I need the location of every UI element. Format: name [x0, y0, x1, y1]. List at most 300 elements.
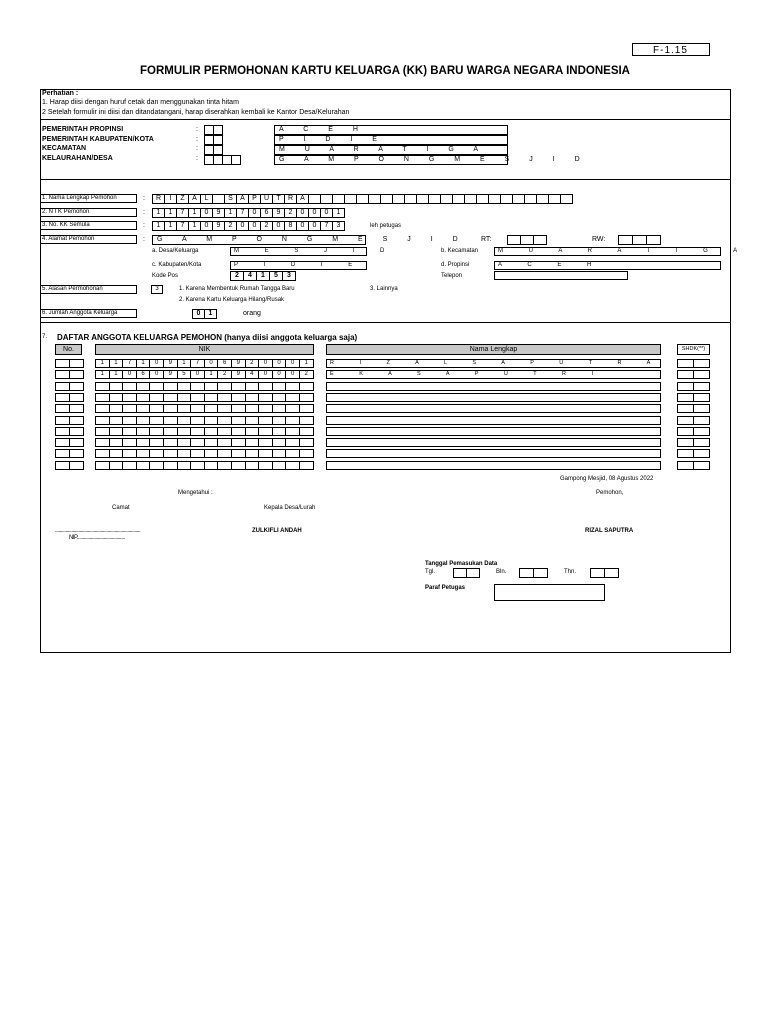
- char-cell[interactable]: 7: [176, 208, 189, 218]
- nik-digit[interactable]: [109, 393, 124, 402]
- member-shdk-cells[interactable]: [677, 370, 709, 379]
- char-cell[interactable]: 9: [212, 208, 225, 218]
- nik-digit[interactable]: [163, 427, 178, 436]
- nik-digit[interactable]: 0: [122, 370, 137, 379]
- nik-digit[interactable]: [136, 404, 151, 413]
- nik-digit[interactable]: [190, 382, 205, 391]
- char-cell[interactable]: 0: [296, 221, 309, 231]
- nik-digit[interactable]: [245, 449, 260, 458]
- nik-digit[interactable]: [109, 416, 124, 425]
- nik-digit[interactable]: [258, 461, 273, 470]
- char-cell[interactable]: 4: [243, 271, 257, 281]
- nik-digit[interactable]: [149, 404, 164, 413]
- nik-digit[interactable]: 0: [285, 359, 300, 368]
- member-name[interactable]: [326, 404, 661, 413]
- row-number-cells[interactable]: [55, 359, 83, 368]
- propinsi-value[interactable]: A C E H: [494, 261, 721, 270]
- row-number-cells[interactable]: [55, 370, 83, 379]
- char-cell[interactable]: 7: [176, 221, 189, 231]
- nik-digit[interactable]: 9: [163, 370, 178, 379]
- char-cell[interactable]: R: [284, 194, 297, 204]
- row-number-cells[interactable]: [55, 404, 83, 413]
- nik-digit[interactable]: [272, 416, 287, 425]
- reason-value[interactable]: 3: [151, 285, 163, 294]
- char-cell[interactable]: 1: [164, 221, 177, 231]
- nik-digit[interactable]: [95, 382, 110, 391]
- char-cell[interactable]: 0: [296, 208, 309, 218]
- nik-digit[interactable]: [122, 438, 137, 447]
- char-cell[interactable]: 2: [224, 221, 237, 231]
- char-cell[interactable]: I: [164, 194, 177, 204]
- nik-digit[interactable]: [245, 438, 260, 447]
- district-value[interactable]: M U A R A T I G A: [274, 145, 508, 155]
- nik-digit[interactable]: 0: [272, 370, 287, 379]
- char-cell[interactable]: 7: [320, 221, 333, 231]
- rt-cells[interactable]: [507, 235, 546, 245]
- desa-value[interactable]: M E S J I D: [230, 247, 367, 256]
- rt-label: RT:: [481, 236, 492, 243]
- char-cell[interactable]: 0: [192, 309, 205, 319]
- member-shdk-cells[interactable]: [677, 359, 709, 368]
- nik-digit[interactable]: [163, 404, 178, 413]
- nik-digit[interactable]: [149, 382, 164, 391]
- phone-label: Telepon: [441, 273, 463, 279]
- nik-digit[interactable]: [190, 449, 205, 458]
- colon: :: [143, 195, 145, 202]
- nik-digit[interactable]: 2: [299, 370, 314, 379]
- member-shdk-cells[interactable]: [677, 393, 709, 402]
- name-label: 1. Nama Lengkap Pemohon: [40, 194, 137, 203]
- address-label: 4. Alamat Pemohon: [40, 235, 137, 244]
- char-cell[interactable]: 3: [332, 221, 345, 231]
- regency-value[interactable]: P I D I E: [274, 135, 508, 145]
- nik-digit[interactable]: [177, 438, 192, 447]
- tgl-cells[interactable]: [453, 568, 479, 578]
- member-nik-cells[interactable]: [95, 404, 313, 413]
- tgl-label: Tgl.: [425, 569, 436, 575]
- nik-digit[interactable]: 2: [217, 370, 232, 379]
- member-name[interactable]: R I Z A L S A P U T R A: [326, 359, 661, 368]
- nik-digit[interactable]: [95, 438, 110, 447]
- nik-digit[interactable]: [258, 427, 273, 436]
- nik-digit[interactable]: [204, 461, 219, 470]
- nik-digit[interactable]: [272, 438, 287, 447]
- nik-digit[interactable]: [177, 382, 192, 391]
- nik-digit[interactable]: 1: [204, 370, 219, 379]
- nik-digit[interactable]: [95, 427, 110, 436]
- place-date: Gampong Mesjid, 08 Agustus 2022: [560, 476, 654, 482]
- nik-digit[interactable]: [258, 393, 273, 402]
- nik-digit[interactable]: 1: [95, 370, 110, 379]
- nik-digit[interactable]: [163, 461, 178, 470]
- nik-digit[interactable]: [122, 404, 137, 413]
- member-nik-cells[interactable]: [95, 359, 313, 368]
- nik-digit[interactable]: [231, 438, 246, 447]
- old-kk-cells[interactable]: [152, 221, 344, 231]
- entry-date-label: Tanggal Pemasukan Data: [425, 561, 498, 567]
- nik-digit[interactable]: [122, 393, 137, 402]
- nik-digit[interactable]: [245, 427, 260, 436]
- member-nik-cells[interactable]: [95, 393, 313, 402]
- nik-digit[interactable]: [163, 393, 178, 402]
- member-name[interactable]: [326, 427, 661, 436]
- address-value[interactable]: G A M P O N G M E S J I D: [152, 235, 366, 245]
- row-number-cells[interactable]: [55, 382, 83, 391]
- nik-digit[interactable]: [299, 382, 314, 391]
- nik-digit[interactable]: [217, 393, 232, 402]
- char-cell[interactable]: L: [200, 194, 213, 204]
- nik-digit[interactable]: [95, 393, 110, 402]
- nik-digit[interactable]: [285, 404, 300, 413]
- members-count-cells[interactable]: [192, 309, 216, 319]
- char-cell[interactable]: 1: [164, 208, 177, 218]
- char-cell[interactable]: 1: [256, 271, 270, 281]
- postal-cells[interactable]: [230, 271, 295, 281]
- village-code-cells[interactable]: [204, 155, 240, 165]
- members-heading: DAFTAR ANGGOTA KELUARGA PEMOHON (hanya diisi anggota keluarga saja): [57, 333, 358, 342]
- nik-digit[interactable]: [190, 393, 205, 402]
- col-nik-header: NIK: [95, 344, 314, 355]
- nik-digit[interactable]: [285, 438, 300, 447]
- member-nik-cells[interactable]: [95, 382, 313, 391]
- nik-cells[interactable]: [152, 208, 344, 218]
- kabupaten-value[interactable]: P I D I E: [230, 261, 367, 270]
- member-name[interactable]: [326, 416, 661, 425]
- char-cell[interactable]: 1: [188, 208, 201, 218]
- officer-label: Paraf Petugas: [425, 585, 466, 591]
- divider: [40, 179, 731, 180]
- nik-digit[interactable]: [122, 382, 137, 391]
- nik-digit[interactable]: [177, 393, 192, 402]
- nik-digit[interactable]: [109, 404, 124, 413]
- nik-digit[interactable]: [109, 382, 124, 391]
- nik-digit[interactable]: [217, 449, 232, 458]
- nik-digit[interactable]: [163, 449, 178, 458]
- nik-digit[interactable]: [299, 438, 314, 447]
- nik-digit[interactable]: 2: [245, 359, 260, 368]
- nik-digit[interactable]: [245, 416, 260, 425]
- nik-digit[interactable]: [177, 404, 192, 413]
- officer-initial-box[interactable]: [494, 584, 605, 601]
- char-cell[interactable]: 0: [236, 221, 249, 231]
- member-shdk-cells[interactable]: [677, 382, 709, 391]
- nik-digit[interactable]: [136, 382, 151, 391]
- rw-cells[interactable]: [618, 235, 660, 245]
- nik-digit[interactable]: [231, 427, 246, 436]
- regency-code-cells[interactable]: [204, 135, 222, 145]
- nik-digit[interactable]: [109, 449, 124, 458]
- nik-digit[interactable]: [231, 382, 246, 391]
- nik-digit[interactable]: 6: [136, 370, 151, 379]
- member-nik-cells[interactable]: [95, 416, 313, 425]
- char-cell[interactable]: T: [272, 194, 285, 204]
- nik-digit[interactable]: [95, 461, 110, 470]
- member-shdk-cells[interactable]: [677, 438, 709, 447]
- char-cell[interactable]: 8: [284, 221, 297, 231]
- nik-digit[interactable]: [149, 438, 164, 447]
- nik-digit[interactable]: [109, 461, 124, 470]
- nik-digit[interactable]: [163, 438, 178, 447]
- nik-digit[interactable]: [217, 416, 232, 425]
- nik-digit[interactable]: [204, 449, 219, 458]
- nik-digit[interactable]: [285, 382, 300, 391]
- nik-digit[interactable]: [149, 449, 164, 458]
- char-cell[interactable]: 7: [236, 208, 249, 218]
- member-name[interactable]: [326, 393, 661, 402]
- divider: [40, 119, 731, 120]
- nik-digit[interactable]: [95, 416, 110, 425]
- colon: :: [196, 126, 198, 133]
- member-name[interactable]: [326, 449, 661, 458]
- nik-digit[interactable]: [204, 404, 219, 413]
- nik-digit[interactable]: [190, 461, 205, 470]
- member-nik-cells[interactable]: [95, 427, 313, 436]
- member-nik-cells[interactable]: [95, 438, 313, 447]
- char-cell[interactable]: 1: [152, 208, 165, 218]
- nik-digit[interactable]: [231, 393, 246, 402]
- phone-field[interactable]: [494, 271, 628, 280]
- nik-digit[interactable]: [204, 382, 219, 391]
- char-cell[interactable]: 0: [200, 221, 213, 231]
- nik-digit[interactable]: [258, 449, 273, 458]
- char-cell[interactable]: S: [224, 194, 237, 204]
- nik-digit[interactable]: 5: [177, 370, 192, 379]
- nik-digit[interactable]: 1: [109, 359, 124, 368]
- nik-digit[interactable]: [204, 416, 219, 425]
- nik-digit[interactable]: [231, 461, 246, 470]
- row-number-cells[interactable]: [55, 449, 83, 458]
- row-number-cells[interactable]: [55, 438, 83, 447]
- village-label: KELAURAHAN/DESA: [42, 155, 113, 162]
- nik-digit[interactable]: [190, 416, 205, 425]
- nik-digit[interactable]: [299, 461, 314, 470]
- nik-digit[interactable]: 0: [258, 359, 273, 368]
- nik-digit[interactable]: [163, 382, 178, 391]
- member-name[interactable]: [326, 461, 661, 470]
- row-number-cells[interactable]: [55, 427, 83, 436]
- nip-line: NIP.........................................: [69, 535, 125, 541]
- char-cell[interactable]: A: [188, 194, 201, 204]
- nik-digit[interactable]: 0: [258, 370, 273, 379]
- char-cell[interactable]: A: [296, 194, 309, 204]
- member-name[interactable]: [326, 438, 661, 447]
- char-cell[interactable]: 9: [272, 208, 285, 218]
- nik-digit[interactable]: [285, 393, 300, 402]
- nik-digit[interactable]: 0: [149, 359, 164, 368]
- nik-digit[interactable]: [272, 427, 287, 436]
- nik-digit[interactable]: [272, 382, 287, 391]
- nik-digit[interactable]: 1: [136, 359, 151, 368]
- village-value[interactable]: G A M P O N G M E S J I D: [274, 155, 508, 165]
- char-cell[interactable]: 3: [282, 271, 296, 281]
- char-cell[interactable]: R: [152, 194, 165, 204]
- nik-digit[interactable]: [122, 427, 137, 436]
- member-name[interactable]: E K A S A P U T R I: [326, 370, 661, 379]
- nik-digit[interactable]: 6: [217, 359, 232, 368]
- nik-digit[interactable]: [231, 416, 246, 425]
- nik-digit[interactable]: [299, 449, 314, 458]
- district-code-cells[interactable]: [204, 145, 222, 155]
- char-cell[interactable]: 1: [188, 221, 201, 231]
- nik-digit[interactable]: [95, 449, 110, 458]
- nik-digit[interactable]: [190, 438, 205, 447]
- nik-digit[interactable]: [177, 461, 192, 470]
- nik-digit[interactable]: [136, 416, 151, 425]
- nik-digit[interactable]: [149, 393, 164, 402]
- char-cell[interactable]: 6: [260, 208, 273, 218]
- nik-digit[interactable]: [109, 427, 124, 436]
- nik-digit[interactable]: [272, 393, 287, 402]
- char-cell[interactable]: 1: [224, 208, 237, 218]
- nik-digit[interactable]: 0: [204, 359, 219, 368]
- nik-digit[interactable]: 0: [190, 370, 205, 379]
- nik-digit[interactable]: [245, 461, 260, 470]
- nik-digit[interactable]: [204, 438, 219, 447]
- nik-digit[interactable]: [177, 416, 192, 425]
- char-cell[interactable]: 1: [152, 221, 165, 231]
- nik-digit[interactable]: [245, 393, 260, 402]
- nik-digit[interactable]: [245, 404, 260, 413]
- nik-digit[interactable]: [136, 449, 151, 458]
- nik-digit[interactable]: [299, 416, 314, 425]
- nik-digit[interactable]: [231, 449, 246, 458]
- nik-digit[interactable]: 0: [285, 370, 300, 379]
- char-cell[interactable]: P: [248, 194, 261, 204]
- char-cell[interactable]: 0: [320, 208, 333, 218]
- kecamatan-value[interactable]: M U A R A T I G A: [494, 247, 721, 256]
- nik-digit[interactable]: 9: [231, 370, 246, 379]
- nik-digit[interactable]: [136, 393, 151, 402]
- nik-digit[interactable]: [231, 404, 246, 413]
- nik-digit[interactable]: [136, 427, 151, 436]
- bln-cells[interactable]: [519, 568, 547, 578]
- nik-digit[interactable]: [136, 438, 151, 447]
- char-cell[interactable]: Z: [176, 194, 189, 204]
- village-head-name: ZULKIFLI ANDAH: [252, 528, 302, 534]
- member-shdk-cells[interactable]: [677, 449, 709, 458]
- char-cell[interactable]: 0: [248, 221, 261, 231]
- char-cell[interactable]: 0: [248, 208, 261, 218]
- nik-digit[interactable]: [299, 393, 314, 402]
- nik-digit[interactable]: 1: [95, 359, 110, 368]
- member-name[interactable]: [326, 382, 661, 391]
- nik-digit[interactable]: [245, 382, 260, 391]
- member-nik-cells[interactable]: [95, 370, 313, 379]
- nik-digit[interactable]: 4: [245, 370, 260, 379]
- char-cell[interactable]: A: [236, 194, 249, 204]
- nik-digit[interactable]: [136, 461, 151, 470]
- province-value[interactable]: A C E H: [274, 125, 508, 135]
- nik-digit[interactable]: [299, 427, 314, 436]
- nik-digit[interactable]: [285, 416, 300, 425]
- nik-digit[interactable]: [204, 427, 219, 436]
- char-cell[interactable]: U: [260, 194, 273, 204]
- nik-digit[interactable]: [149, 427, 164, 436]
- rw-label: RW:: [592, 236, 606, 243]
- nik-digit[interactable]: [258, 438, 273, 447]
- char-cell[interactable]: [560, 194, 573, 204]
- nik-digit[interactable]: [217, 438, 232, 447]
- member-shdk-cells[interactable]: [677, 416, 709, 425]
- nik-digit[interactable]: [258, 382, 273, 391]
- nik-digit[interactable]: [163, 416, 178, 425]
- nik-digit[interactable]: [122, 416, 137, 425]
- nik-digit[interactable]: 0: [149, 370, 164, 379]
- member-shdk-cells[interactable]: [677, 461, 709, 470]
- nik-digit[interactable]: [149, 416, 164, 425]
- nik-digit[interactable]: [272, 449, 287, 458]
- char-cell[interactable]: 0: [200, 208, 213, 218]
- member-shdk-cells[interactable]: [677, 427, 709, 436]
- nik-digit[interactable]: [299, 404, 314, 413]
- nik-digit[interactable]: [190, 427, 205, 436]
- nik-digit[interactable]: [149, 461, 164, 470]
- nik-digit[interactable]: [177, 427, 192, 436]
- nik-digit[interactable]: 7: [190, 359, 205, 368]
- nik-digit[interactable]: [272, 461, 287, 470]
- nik-digit[interactable]: 1: [299, 359, 314, 368]
- row-number-cells[interactable]: [55, 393, 83, 402]
- char-cell[interactable]: 5: [269, 271, 283, 281]
- member-shdk-cells[interactable]: [677, 404, 709, 413]
- name-cells[interactable]: [152, 194, 572, 204]
- nik-digit[interactable]: [285, 449, 300, 458]
- nik-digit[interactable]: [258, 416, 273, 425]
- char-cell[interactable]: 0: [308, 208, 321, 218]
- thn-cells[interactable]: [590, 568, 618, 578]
- col-shdk-header: SHDK(**): [677, 344, 710, 355]
- nik-digit[interactable]: [217, 382, 232, 391]
- char-cell[interactable]: 2: [260, 221, 273, 231]
- nik-digit[interactable]: [109, 438, 124, 447]
- member-nik-cells[interactable]: [95, 449, 313, 458]
- nik-digit[interactable]: [258, 404, 273, 413]
- nik-digit[interactable]: 9: [163, 359, 178, 368]
- row-number-cells[interactable]: [55, 416, 83, 425]
- char-cell[interactable]: 1: [204, 309, 217, 319]
- nik-digit[interactable]: [122, 461, 137, 470]
- nik-digit[interactable]: 0: [272, 359, 287, 368]
- nik-digit[interactable]: 9: [231, 359, 246, 368]
- char-cell[interactable]: 0: [272, 221, 285, 231]
- nik-digit[interactable]: [217, 427, 232, 436]
- nik-digit[interactable]: [285, 461, 300, 470]
- char-cell[interactable]: 9: [212, 221, 225, 231]
- char-cell[interactable]: 1: [332, 208, 345, 218]
- char-cell[interactable]: 2: [230, 271, 244, 281]
- nik-digit[interactable]: [190, 404, 205, 413]
- reason-label: 5. Alasan Permohonan: [40, 285, 137, 294]
- nik-digit[interactable]: [285, 427, 300, 436]
- nik-digit[interactable]: 1: [177, 359, 192, 368]
- nik-digit[interactable]: [177, 449, 192, 458]
- char-cell[interactable]: 2: [284, 208, 297, 218]
- nik-digit[interactable]: [95, 404, 110, 413]
- nik-digit[interactable]: [272, 404, 287, 413]
- row-number-cells[interactable]: [55, 461, 83, 470]
- nik-digit[interactable]: [204, 393, 219, 402]
- nik-digit[interactable]: [217, 461, 232, 470]
- nik-digit[interactable]: 1: [109, 370, 124, 379]
- char-cell[interactable]: 0: [308, 221, 321, 231]
- nik-digit[interactable]: [122, 449, 137, 458]
- member-nik-cells[interactable]: [95, 461, 313, 470]
- province-code-cells[interactable]: [204, 125, 222, 135]
- old-kk-label: 3. No. KK Semula: [40, 221, 137, 230]
- nik-digit[interactable]: 7: [122, 359, 137, 368]
- nik-digit[interactable]: [217, 404, 232, 413]
- thn-label: Thn.: [564, 569, 577, 575]
